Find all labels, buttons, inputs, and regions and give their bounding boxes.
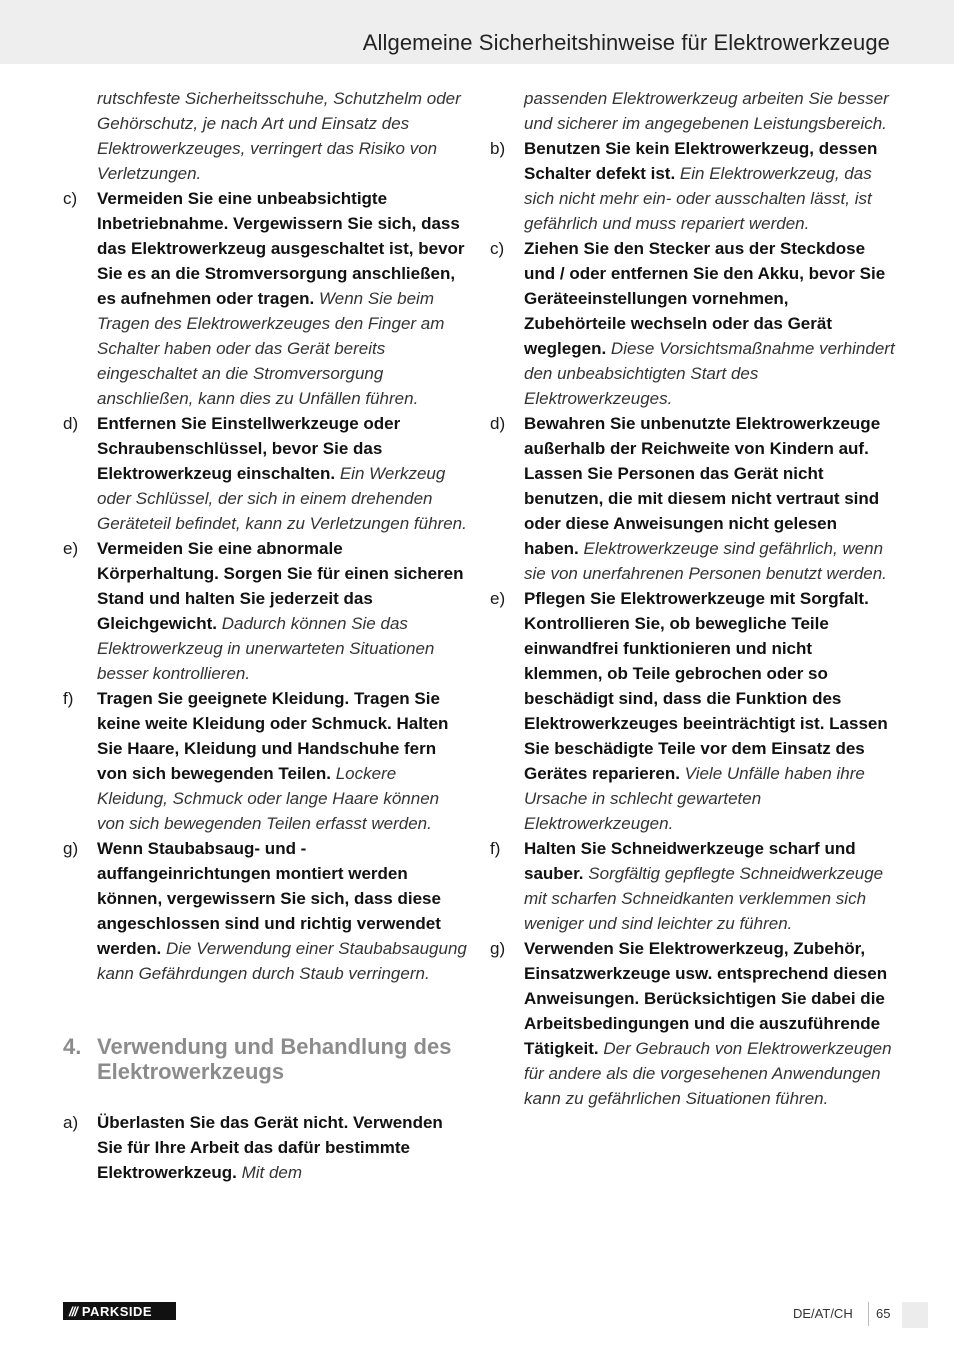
item-instruction: Tragen Sie geeignete Kleidung. Tragen Sie keine weite Kleidung oder Schmuck. Halten Sie Haare, Kleidung und Handschuhe fern von sich bewegenden Teilen.: [97, 689, 449, 783]
continuation-text: passenden Elektrowerkzeug arbeiten Sie besser und sicherer im angegebenen Leistungsbereich.: [524, 89, 889, 133]
section-heading: [63, 1034, 468, 1084]
left-column: [63, 86, 468, 1185]
item-explanation: Ein Werkzeug oder Schlüssel, der sich in einem drehenden Geräteteil befindet, kann zu Verletzungen führen.: [97, 464, 467, 533]
list-item: [490, 936, 895, 1111]
item-explanation: Mit dem: [241, 1163, 303, 1182]
footer-tab-marker: [902, 1302, 928, 1328]
item-explanation: Elektrowerkzeuge sind gefährlich, wenn sie von unerfahrenen Personen benutzt werden.: [524, 539, 887, 583]
item-label: d): [63, 414, 79, 433]
item-explanation: Sorgfältig gepflegte Schneidwerkzeuge mit scharfen Schneidkanten verklemmen sich weniger und sind leichter zu führen.: [524, 864, 884, 933]
item-label: e): [63, 539, 79, 558]
item-instruction: Vermeiden Sie eine abnormale Körperhaltung. Sorgen Sie für einen sicheren Stand und halten Sie jederzeit das Gleichgewicht.: [97, 539, 464, 633]
list-item: [490, 411, 895, 586]
list-item: [63, 411, 468, 536]
item-label: d): [490, 414, 506, 433]
logo-slashes-icon: ///: [69, 1303, 77, 1319]
item-instruction: Wenn Staubabsaug- und -auffangeinrichtungen montiert werden können, vergewissern Sie sich, dass diese angeschlossen sind und richtig verwendet werden.: [97, 839, 441, 958]
item-label: c): [490, 239, 505, 258]
item-explanation: Lockere Kleidung, Schmuck oder lange Haare können von sich bewegenden Teilen erfasst werden.: [97, 764, 440, 833]
section-title: Verwendung und Behandlung des Elektrowerkzeugs: [97, 1034, 452, 1084]
section-number: 4.: [63, 1034, 82, 1059]
item-explanation: Diese Vorsichtsmaßnahme verhindert den unbeabsichtigten Start des Elektrowerkzeuges.: [524, 339, 895, 408]
item-instruction: Bewahren Sie unbenutzte Elektrowerkzeuge außerhalb der Reichweite von Kindern auf. Lassen Sie Personen das Gerät nicht benutzen, die mit diesem nicht vertraut sind oder diese Anweisungen nicht gelesen haben.: [524, 414, 881, 558]
footer-divider: [868, 1302, 869, 1326]
language-codes: DE/AT/CH: [793, 1306, 853, 1321]
item-label: c): [63, 189, 78, 208]
list-item: [63, 836, 468, 986]
item-instruction: Pflegen Sie Elektrowerkzeuge mit Sorgfalt. Kontrollieren Sie, ob bewegliche Teile einwandfrei funktionieren und nicht klemmen, ob Teile gebrochen oder so beschädigt sind, dass die Funktion des Elektrowerkzeuges beeinträchtigt ist. Lassen Sie beschädigte Teile vor dem Einsatz des Gerätes reparieren.: [524, 589, 888, 783]
item-explanation: Die Verwendung einer Staubabsaugung kann Gefährdungen durch Staub verringern.: [97, 939, 467, 983]
list-item: [63, 686, 468, 836]
item-label: f): [490, 839, 501, 858]
item-label: b): [490, 139, 506, 158]
item-label: g): [63, 839, 79, 858]
item-instruction: Entfernen Sie Einstellwerkzeuge oder Schraubenschlüssel, bevor Sie das Elektrowerkzeug einschalten.: [97, 414, 401, 483]
right-column: [490, 86, 895, 1111]
list-item: [490, 586, 895, 836]
brand-logo: [63, 1302, 176, 1320]
item-instruction: Ziehen Sie den Stecker aus der Steckdose und / oder entfernen Sie den Akku, bevor Sie Geräteeinstellungen vornehmen, Zubehörteile wechseln oder das Gerät weglegen.: [524, 239, 886, 358]
item-explanation: Ein Elektrowerkzeug, das sich nicht mehr ein- oder ausschalten lässt, ist gefährlich und muss repariert werden.: [524, 164, 872, 233]
list-item: [490, 136, 895, 236]
item-instruction: Halten Sie Schneidwerkzeuge scharf und sauber.: [524, 839, 856, 883]
list-item: [63, 186, 468, 411]
page-number: 65: [876, 1306, 891, 1321]
logo-text: PARKSIDE: [81, 1303, 153, 1319]
page-title: Allgemeine Sicherheitshinweise für Elektrowerkzeuge: [362, 30, 890, 55]
item-label: g): [490, 939, 506, 958]
item-explanation: Der Gebrauch von Elektrowerkzeugen für andere als die vorgesehenen Anwendungen kann zu gefährlichen Situationen führen.: [524, 1039, 892, 1108]
item-explanation: Dadurch können Sie das Elektrowerkzeug in unerwarteten Situationen besser kontrollieren.: [97, 614, 435, 683]
item-instruction: Verwenden Sie Elektrowerkzeug, Zubehör, Einsatzwerkzeuge usw. entsprechend diesen Anweisungen. Berücksichtigen Sie dabei die Arbeitsbedingungen und die auszuführende Tätigkeit.: [524, 939, 888, 1058]
list-item: [490, 236, 895, 411]
item-label: e): [490, 589, 506, 608]
item-label: a): [63, 1113, 79, 1132]
header-bar: [0, 0, 954, 64]
item-explanation: Wenn Sie beim Tragen des Elektrowerkzeuges den Finger am Schalter haben oder das Gerät bereits eingeschaltet an die Stromversorgung anschließen, kann dies zu Unfällen führen.: [97, 289, 445, 408]
item-label: f): [63, 689, 74, 708]
item-explanation: Viele Unfälle haben ihre Ursache in schlecht gewarteten Elektrowerkzeugen.: [524, 764, 865, 833]
item-instruction: Benutzen Sie kein Elektrowerkzeug, dessen Schalter defekt ist.: [524, 139, 878, 183]
item-instruction: Vermeiden Sie eine unbeabsichtigte Inbetriebnahme. Vergewissern Sie sich, dass das Elektrowerkzeug ausgeschaltet ist, bevor Sie es an die Stromversorgung anschließen, es aufnehmen oder tragen.: [97, 189, 465, 308]
list-item: [63, 1110, 468, 1185]
item-instruction: Überlasten Sie das Gerät nicht. Verwenden Sie für Ihre Arbeit das dafür bestimmte Elektrowerkzeug.: [97, 1113, 443, 1182]
continuation-text: rutschfeste Sicherheitsschuhe, Schutzhelm oder Gehörschutz, je nach Art und Einsatz des Elektrowerkzeuges, verringert das Risiko von Verletzungen.: [97, 89, 461, 183]
list-item: [63, 536, 468, 686]
list-item: [490, 836, 895, 936]
